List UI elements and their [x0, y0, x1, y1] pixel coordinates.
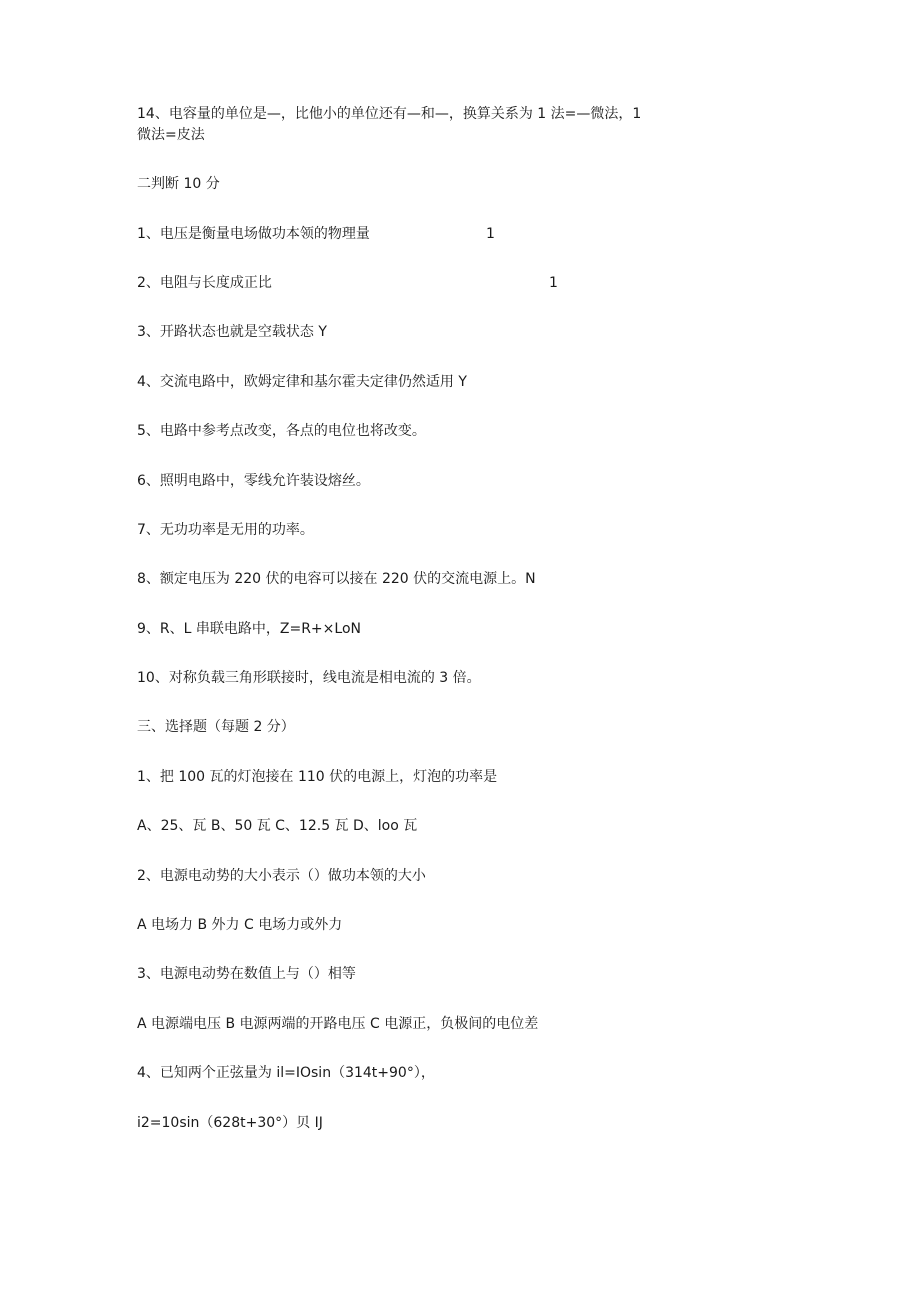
question-14-line-2: 微法=皮法 — [137, 127, 205, 143]
judgment-item-1-answer: 1 — [486, 226, 495, 242]
judgment-item-6: 6、照明电路中，零线允许装设熔丝。 — [137, 473, 370, 489]
judgment-item-2: 2、电阻与长度成正比 — [137, 275, 272, 291]
judgment-item-5: 5、电路中参考点改变，各点的电位也将改变。 — [137, 423, 426, 439]
choice-question-1: 1、把 100 瓦的灯泡接在 110 伏的电源上，灯泡的功率是 — [137, 769, 498, 785]
judgment-item-8: 8、额定电压为 220 伏的电容可以接在 220 伏的交流电源上。N — [137, 571, 536, 587]
judgment-item-9: 9、R、L 串联电路中，Z=R+×LoN — [137, 621, 361, 637]
judgment-item-4: 4、交流电路中，欧姆定律和基尔霍夫定律仍然适用 Y — [137, 374, 467, 390]
judgment-item-3: 3、开路状态也就是空载状态 Y — [137, 324, 327, 340]
choice-question-2: 2、电源电动势的大小表示（）做功本领的大小 — [137, 868, 426, 884]
judgment-item-7: 7、无功功率是无用的功率。 — [137, 522, 314, 538]
question-14-line-1: 14、电容量的单位是—，比他小的单位还有—和—，换算关系为 1 法=—微法，1 — [137, 106, 642, 122]
judgment-item-1: 1、电压是衡量电场做功本领的物理量 — [137, 226, 370, 242]
choice-question-3: 3、电源电动势在数值上与（）相等 — [137, 966, 356, 982]
choice-question-3-options: A 电源端电压 B 电源两端的开路电压 C 电源正，负极间的电位差 — [137, 1016, 539, 1032]
choice-question-2-options: A 电场力 B 外力 C 电场力或外力 — [137, 917, 343, 933]
section-2-heading: 二判断 10 分 — [137, 176, 220, 192]
judgment-item-10: 10、对称负载三角形联接时，线电流是相电流的 3 倍。 — [137, 670, 481, 686]
choice-question-4: 4、已知两个正弦量为 il=IOsin（314t+90°）， — [137, 1065, 435, 1081]
judgment-item-2-answer: 1 — [549, 275, 558, 291]
section-3-heading: 三、选择题（每题 2 分） — [137, 719, 295, 735]
choice-question-4-continued: i2=10sin（628t+30°）贝 IJ — [137, 1115, 323, 1131]
choice-question-1-options: A、25、瓦 B、50 瓦 C、12.5 瓦 D、loo 瓦 — [137, 818, 418, 834]
